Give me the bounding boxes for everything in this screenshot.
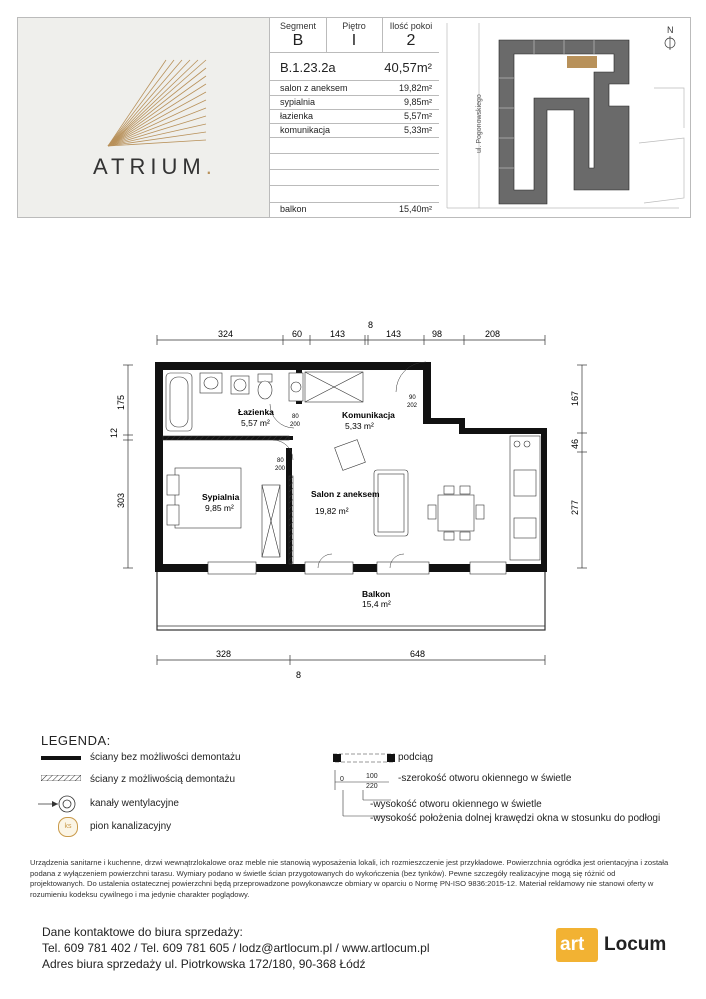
window-sill-value: 0	[340, 776, 344, 783]
unit-area: 40,57m²	[384, 60, 432, 75]
dim-left-2: 303	[116, 492, 126, 508]
dim-top-small: 8	[368, 320, 374, 330]
legend-item-window-width: -szerokość otworu okiennego w świetle	[398, 773, 572, 784]
room-area-balkon: 15,4 m²	[362, 599, 391, 609]
room-row-salon: salon z aneksem 19,82m²	[280, 83, 432, 93]
svg-text:90: 90	[409, 395, 416, 401]
contact-heading: Dane kontaktowe do biura sprzedaży:	[42, 925, 243, 939]
svg-text:80: 80	[277, 458, 284, 464]
room-label-salon: Salon z aneksem	[311, 489, 380, 499]
ventilation-duct-icon	[38, 794, 78, 814]
room-label-komunikacja: Komunikacja	[342, 410, 395, 420]
unit-code: B.1.23.2a	[280, 60, 336, 75]
artlocum-part1: art	[560, 934, 585, 955]
atrium-logo	[18, 18, 269, 217]
dim-bottom-1: 648	[410, 649, 426, 659]
legend-item-sewage: pion kanalizacyjny	[90, 821, 172, 832]
legend-item-beam: podciąg	[398, 752, 434, 763]
armchair-icon	[335, 440, 366, 471]
dim-right-1: 46	[570, 438, 580, 449]
svg-text:80: 80	[292, 414, 299, 420]
floor-value: I	[351, 32, 357, 49]
street-label: ul. Pogonowskiego	[476, 94, 483, 153]
fixtures	[166, 372, 540, 560]
svg-text:200: 200	[275, 466, 286, 472]
dim-top-0: 324	[218, 329, 234, 339]
unit-highlight	[567, 56, 597, 68]
room-area-lazienka: 5,57 m²	[241, 418, 270, 428]
kitchen-counter-icon	[510, 436, 540, 560]
dim-right-2: 277	[570, 499, 580, 515]
building-location-map	[439, 18, 690, 217]
dim-left-0: 175	[116, 394, 126, 410]
dim-top-4: 98	[432, 329, 443, 339]
dim-top-2: 143	[330, 329, 346, 339]
svg-text:202: 202	[407, 403, 418, 409]
floor-label: Piętro	[342, 21, 366, 31]
legend-item-window-sill: -wysokość położenia dolnej krawędzi okna w stosunku do podłogi	[370, 813, 661, 824]
room-row-lazienka: łazienka 5,57m²	[280, 111, 432, 121]
dim-bottom-small: 8	[296, 670, 302, 680]
brand-dot: .	[205, 154, 217, 179]
dim-top-3: 143	[386, 329, 402, 339]
room-label-lazienka: Łazienka	[238, 407, 274, 417]
legend-item-window-height: -wysokość otworu okiennego w świetle	[370, 799, 542, 810]
rooms-cell	[382, 18, 440, 52]
legend-item-ventilation: kanały wentylacyjne	[90, 798, 179, 809]
dim-right-0: 167	[570, 390, 580, 406]
balcony-area	[157, 568, 545, 630]
solid-wall-icon	[41, 756, 81, 760]
dim-top-1: 60	[292, 329, 303, 339]
contact-phones-email: Tel. 609 781 402 / Tel. 609 781 605 / lodz@artlocum.pl / www.artlocum.pl	[42, 941, 430, 955]
disclaimer-text: Urządzenia sanitarne i kuchenne, drzwi wewnątrzlokalowe oraz meble nie stanowią wyposażenia lokali, ich rozmieszczenie jest przykładowe. Powierzchnia ogródka jest orientacyjna i została podana z wyłączeniem powierzchni tarasu. Wymiary podano w świetle ścian przygotowanych do wykończenia (bez tynków). Pewne szczegóły realizacyjne mogą się różnić od projektowanych. Do ustalenia ostatecznej powierzchni będą przeprowadzone powykonawcze obmiary w oparciu o Normę PN-ISO 9836:2015-12. Materiał reklamowy nie stanowi oferty w rozumieniu kodeksu cywilnego i ma jedynie charakter poglądowy.	[30, 858, 669, 899]
floor-cell	[326, 18, 382, 52]
artlocum-part2: Locum	[604, 934, 667, 955]
contact-address: Adres biura sprzedaży ul. Piotrkowska 172/180, 90-368 Łódź	[42, 957, 366, 971]
dim-left-1: 12	[109, 427, 119, 438]
room-area-salon: 19,82 m²	[315, 506, 349, 516]
room-row-balkon: balkon 15,40m²	[280, 204, 432, 214]
window-width-value: 100	[366, 773, 378, 780]
floor-plan	[0, 240, 706, 700]
legend-title: LEGENDA:	[41, 733, 111, 748]
rooms-label: Ilość pokoi	[389, 21, 433, 31]
room-label-balkon: Balkon	[362, 589, 391, 599]
sunburst-logo-icon	[98, 58, 208, 150]
artlocum-logo	[556, 924, 674, 968]
segment-cell	[270, 18, 326, 52]
unit-header	[17, 17, 691, 218]
room-row-komunikacja: komunikacja 5,33m²	[280, 125, 432, 135]
room-area-sypialnia: 9,85 m²	[205, 503, 234, 513]
unit-info-table	[269, 18, 441, 217]
partition-wall-icon	[41, 775, 81, 781]
room-row-sypialnia: sypialnia 9,85m²	[280, 97, 432, 107]
svg-text:200: 200	[290, 422, 301, 428]
rooms-value: 2	[406, 32, 416, 49]
window-height-value: 220	[366, 783, 378, 790]
room-label-sypialnia: Sypialnia	[202, 492, 240, 502]
room-area-komunikacja: 5,33 m²	[345, 421, 374, 431]
dim-top-5: 208	[485, 329, 501, 339]
legend-item-partition-wall: ściany z możliwością demontażu	[90, 774, 236, 785]
sewage-pipe-icon: ks	[58, 817, 78, 837]
dining-table-icon	[438, 495, 474, 531]
legend-item-solid-wall: ściany bez możliwości demontażu	[90, 752, 241, 763]
north-label: N	[667, 25, 674, 35]
segment-label: Segment	[279, 21, 317, 31]
dim-bottom-0: 328	[216, 649, 232, 659]
segment-value: B	[292, 32, 304, 49]
brand-name: ATRIUM	[93, 154, 206, 179]
beam-icon	[333, 752, 395, 764]
